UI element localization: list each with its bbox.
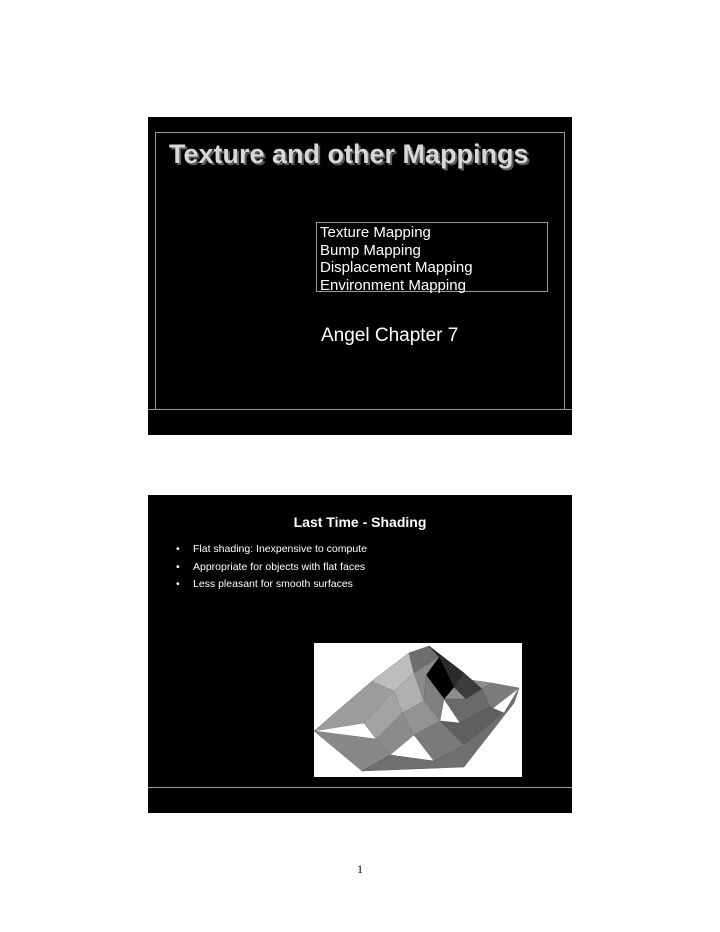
topic-item: Texture Mapping — [320, 224, 431, 241]
flat-shaded-surface-image — [314, 643, 522, 777]
bullet-item — [173, 576, 367, 594]
page-number: 1 — [357, 862, 363, 876]
bullet-icon: • — [176, 560, 180, 573]
slide-last-time-shading — [148, 495, 572, 813]
bullet-item — [173, 559, 367, 577]
bullet-text: Flat shading: Inexpensive to compute — [193, 543, 367, 555]
footer-divider — [148, 787, 572, 788]
slide-title: Texture and other Mappings — [169, 139, 529, 169]
topic-item: Bump Mapping — [320, 241, 421, 259]
bullet-icon: • — [176, 578, 180, 590]
topic-item: Displacement Mapping — [320, 259, 473, 276]
bullet-item — [173, 541, 367, 559]
bullet-icon: • — [176, 543, 180, 555]
bullet-text: Appropriate for objects with flat faces — [193, 560, 366, 573]
topic-item: Environment Mapping — [320, 276, 466, 294]
flat-shaded-mesh-graphic — [314, 643, 522, 777]
slide-title: Last Time - Shading — [293, 514, 427, 530]
footer-divider — [148, 409, 572, 410]
slide-texture-mappings — [148, 117, 572, 435]
bullet-text: Less pleasant for smooth surfaces — [193, 578, 353, 590]
bullet-list — [173, 541, 367, 594]
chapter-reference: Angel Chapter 7 — [321, 325, 459, 346]
topic-list — [316, 222, 548, 292]
